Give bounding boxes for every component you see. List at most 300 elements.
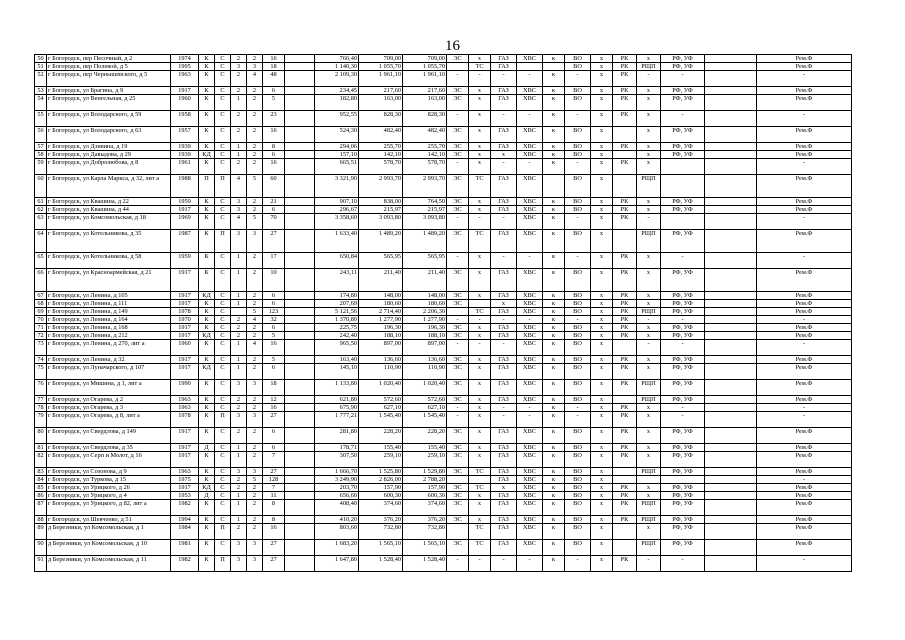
cell-gas: ГАЗ xyxy=(491,292,517,300)
cell-address: г Богородск, ул Ленина, д 149 xyxy=(47,308,171,316)
cell-gas: ГАЗ xyxy=(491,127,517,143)
cell-drainage: ВО xyxy=(565,500,591,516)
cell-residential-area: 578,70 xyxy=(403,159,447,175)
cell-facade: РФ, УФ xyxy=(661,332,705,340)
cell-year-built: 1975 xyxy=(171,476,199,484)
cell-floors: 2 xyxy=(231,428,247,444)
cell-sewer: к xyxy=(543,127,565,143)
cell-sewer: к xyxy=(543,55,565,63)
cell-hot-water: х xyxy=(591,269,613,292)
cell-repair-fund: - xyxy=(757,340,852,356)
cell-facade: РФ, УФ xyxy=(661,428,705,444)
cell-empty-col xyxy=(705,308,757,316)
cell-total-area: 281,80 xyxy=(315,428,359,444)
cell-cold-water: ХВС xyxy=(517,151,543,159)
cell-wall-material: К xyxy=(199,87,215,95)
cell-address: д Березники, ул Комсомольская, д 1 xyxy=(47,524,171,540)
cell-heating: х xyxy=(469,444,491,452)
cell-hot-water: х xyxy=(591,316,613,324)
table-row xyxy=(35,151,852,159)
cell-cold-water: ХВС xyxy=(517,364,543,380)
cell-year-built: 1982 xyxy=(171,500,199,516)
cell-sewer: к xyxy=(543,516,565,524)
cell-heating: х xyxy=(469,404,491,412)
cell-floors: 3 xyxy=(231,556,247,572)
cell-electric: ЭС xyxy=(447,292,469,300)
cell-wall-material: КД xyxy=(199,292,215,300)
cell-facade: РФ, УФ xyxy=(661,300,705,308)
cell-total-area: 225,75 xyxy=(315,324,359,332)
cell-total-area: 3 358,60 xyxy=(315,214,359,230)
cell-facade: - xyxy=(661,253,705,269)
cell-wall-material: К xyxy=(199,324,215,332)
cell-drainage: ВО xyxy=(565,151,591,159)
cell-hot-water: х xyxy=(591,159,613,175)
cell-rshp: х xyxy=(637,484,661,492)
cell-cold-water: - xyxy=(517,111,543,127)
cell-address: г Богородск, ул Давыдова, д 29 xyxy=(47,151,171,159)
cell-hot-water: х xyxy=(591,324,613,332)
table-row xyxy=(35,380,852,396)
cell-floor-material: С xyxy=(215,468,231,476)
cell-gas: ГАЗ xyxy=(491,269,517,292)
cell-rk: РК xyxy=(613,292,637,300)
cell-rshp: РЩП xyxy=(637,516,661,524)
cell-cold-water: - xyxy=(517,404,543,412)
cell-living-area: 376,20 xyxy=(359,516,403,524)
cell-floor-material: П xyxy=(215,524,231,540)
cell-electric: ЭС xyxy=(447,428,469,444)
cell-year-built: 1974 xyxy=(171,55,199,63)
cell-facade: - xyxy=(661,404,705,412)
cell-extra xyxy=(285,269,315,292)
table-row xyxy=(35,340,852,356)
cell-empty-col xyxy=(705,476,757,484)
cell-entrances: 2 xyxy=(247,324,263,332)
cell-residential-area: 572,60 xyxy=(403,396,447,404)
cell-wall-material: К xyxy=(199,316,215,324)
cell-living-area: 2 714,40 xyxy=(359,308,403,316)
cell-drainage: ВО xyxy=(565,95,591,111)
cell-sewer xyxy=(543,63,565,71)
cell-floors: 1 xyxy=(231,516,247,524)
cell-wall-material: П xyxy=(199,175,215,198)
cell-rk: РК xyxy=(613,444,637,452)
cell-rk xyxy=(613,540,637,556)
cell-drainage: ВО xyxy=(565,364,591,380)
cell-facade: - xyxy=(661,316,705,324)
cell-row-number: 62 xyxy=(35,206,47,214)
cell-residential-area: 142,10 xyxy=(403,151,447,159)
cell-living-area: 157,90 xyxy=(359,484,403,492)
cell-gas: - xyxy=(491,340,517,356)
cell-floor-material: С xyxy=(215,404,231,412)
cell-living-area: 136,60 xyxy=(359,356,403,364)
cell-gas: ГАЗ xyxy=(491,356,517,364)
cell-floor-material: С xyxy=(215,292,231,300)
cell-extra xyxy=(285,292,315,300)
cell-hot-water: х xyxy=(591,206,613,214)
cell-sewer xyxy=(543,175,565,198)
cell-sewer: к xyxy=(543,230,565,253)
cell-residential-area: 163,00 xyxy=(403,95,447,111)
cell-apartments: 16 xyxy=(263,524,285,540)
cell-heating: - xyxy=(469,340,491,356)
cell-residential-area: 1 565,10 xyxy=(403,540,447,556)
cell-rshp xyxy=(637,476,661,484)
cell-entrances: 3 xyxy=(247,63,263,71)
cell-residential-area: 709,00 xyxy=(403,55,447,63)
cell-floors: 1 xyxy=(231,452,247,468)
cell-heating: ТС xyxy=(469,468,491,476)
cell-repair-fund: - xyxy=(757,556,852,572)
cell-floor-material: П xyxy=(215,230,231,253)
cell-extra xyxy=(285,380,315,396)
cell-gas: - xyxy=(491,404,517,412)
cell-entrances: 2 xyxy=(247,95,263,111)
cell-apartments: 21 xyxy=(263,198,285,206)
cell-residential-area: 211,40 xyxy=(403,269,447,292)
table-row xyxy=(35,175,852,198)
cell-facade: РФ, УФ xyxy=(661,206,705,214)
cell-facade: - xyxy=(661,340,705,356)
cell-drainage: ВО xyxy=(565,127,591,143)
cell-gas: ГАЗ xyxy=(491,143,517,151)
table-row xyxy=(35,127,852,143)
cell-residential-area: 1 020,40 xyxy=(403,380,447,396)
cell-repair-fund: Рем.Ф xyxy=(757,468,852,476)
cell-empty-col xyxy=(705,63,757,71)
cell-hot-water: х xyxy=(591,292,613,300)
table-row xyxy=(35,198,852,206)
cell-apartments: 60 xyxy=(263,175,285,198)
cell-electric: - xyxy=(447,340,469,356)
cell-living-area: 732,80 xyxy=(359,524,403,540)
cell-address: г Богородск, ул Огарева, д 8, лит а xyxy=(47,412,171,428)
cell-row-number: 66 xyxy=(35,269,47,292)
cell-floor-material: С xyxy=(215,332,231,340)
cell-sewer: к xyxy=(543,556,565,572)
cell-rshp: х xyxy=(637,127,661,143)
cell-drainage: ВО xyxy=(565,324,591,332)
table-row xyxy=(35,364,852,380)
cell-rk: РК xyxy=(613,500,637,516)
cell-year-built: 1963 xyxy=(171,404,199,412)
cell-rk: РК xyxy=(613,556,637,572)
cell-drainage: - xyxy=(565,404,591,412)
cell-apartments: 27 xyxy=(263,412,285,428)
cell-repair-fund: Рем.Ф xyxy=(757,356,852,364)
cell-empty-col xyxy=(705,540,757,556)
cell-heating: х xyxy=(469,380,491,396)
cell-living-area: 215,97 xyxy=(359,206,403,214)
cell-total-area: 243,11 xyxy=(315,269,359,292)
cell-cold-water: - xyxy=(517,71,543,87)
cell-drainage: ВО xyxy=(565,484,591,492)
cell-floors: 3 xyxy=(231,380,247,396)
cell-wall-material: К xyxy=(199,428,215,444)
cell-entrances: 2 xyxy=(247,159,263,175)
cell-residential-area: 1 055,70 xyxy=(403,63,447,71)
cell-living-area: 2 993,70 xyxy=(359,175,403,198)
cell-empty-col xyxy=(705,292,757,300)
cell-rshp: х xyxy=(637,452,661,468)
table-row xyxy=(35,95,852,111)
cell-repair-fund: Рем.Ф xyxy=(757,300,852,308)
cell-electric: ЭС xyxy=(447,55,469,63)
cell-year-built: 1969 xyxy=(171,214,199,230)
table-row xyxy=(35,71,852,87)
cell-wall-material: К xyxy=(199,159,215,175)
cell-address: г Богородск, ул Дзивина, д 19 xyxy=(47,143,171,151)
table-row xyxy=(35,412,852,428)
cell-entrances: 3 xyxy=(247,468,263,476)
cell-address: г Богородск, ул Ленина, д 164 xyxy=(47,316,171,324)
cell-gas: - xyxy=(491,253,517,269)
cell-heating: х xyxy=(469,269,491,292)
cell-heating: ТС xyxy=(469,308,491,316)
cell-rk: РК xyxy=(613,332,637,340)
cell-entrances: 2 xyxy=(247,516,263,524)
cell-gas: ГАЗ xyxy=(491,428,517,444)
cell-hot-water: х xyxy=(591,468,613,476)
cell-facade xyxy=(661,159,705,175)
cell-empty-col xyxy=(705,269,757,292)
cell-year-built: 1939 xyxy=(171,151,199,159)
cell-residential-area: 228,20 xyxy=(403,428,447,444)
cell-floor-material: С xyxy=(215,269,231,292)
cell-floors: 2 xyxy=(231,324,247,332)
cell-heating: х xyxy=(469,151,491,159)
cell-entrances: 2 xyxy=(247,198,263,206)
cell-residential-area: 255,70 xyxy=(403,143,447,151)
cell-wall-material: КД xyxy=(199,151,215,159)
cell-sewer: к xyxy=(543,492,565,500)
cell-cold-water: ХВС xyxy=(517,300,543,308)
cell-sewer: к xyxy=(543,269,565,292)
cell-empty-col xyxy=(705,452,757,468)
cell-row-number: 51 xyxy=(35,63,47,71)
cell-repair-fund: Рем.Ф xyxy=(757,380,852,396)
cell-gas: ГАЗ xyxy=(491,516,517,524)
cell-living-area: 1 961,10 xyxy=(359,71,403,87)
cell-row-number: 91 xyxy=(35,556,47,572)
cell-year-built: 1981 xyxy=(171,540,199,556)
cell-total-area: 524,30 xyxy=(315,127,359,143)
cell-rshp: - xyxy=(637,316,661,324)
cell-repair-fund: Рем.Ф xyxy=(757,198,852,206)
cell-apartments: 27 xyxy=(263,468,285,476)
cell-apartments: 12 xyxy=(263,396,285,404)
cell-drainage: ВО xyxy=(565,206,591,214)
cell-hot-water: х xyxy=(591,492,613,500)
cell-facade: РФ, УФ xyxy=(661,364,705,380)
cell-living-area: 374,60 xyxy=(359,500,403,516)
cell-heating: ТС xyxy=(469,524,491,540)
cell-floors: 2 xyxy=(231,404,247,412)
cell-year-built: 1990 xyxy=(171,380,199,396)
cell-row-number: 81 xyxy=(35,444,47,452)
cell-extra xyxy=(285,95,315,111)
cell-row-number: 88 xyxy=(35,516,47,524)
cell-electric: ЭС xyxy=(447,356,469,364)
cell-floor-material: С xyxy=(215,71,231,87)
cell-living-area: 163,00 xyxy=(359,95,403,111)
cell-year-built: 1957 xyxy=(171,127,199,143)
cell-rshp: х xyxy=(637,492,661,500)
cell-entrances: 2 xyxy=(247,143,263,151)
cell-row-number: 73 xyxy=(35,340,47,356)
cell-row-number: 65 xyxy=(35,253,47,269)
cell-cold-water: ХВС xyxy=(517,356,543,364)
cell-facade: РФ, УФ xyxy=(661,143,705,151)
cell-hot-water: х xyxy=(591,63,613,71)
cell-row-number: 61 xyxy=(35,198,47,206)
cell-sewer: к xyxy=(543,111,565,127)
cell-hot-water: х xyxy=(591,340,613,356)
cell-rk xyxy=(613,340,637,356)
cell-empty-col xyxy=(705,556,757,572)
cell-rk xyxy=(613,127,637,143)
cell-living-area: 155,40 xyxy=(359,444,403,452)
cell-living-area: 828,30 xyxy=(359,111,403,127)
cell-extra xyxy=(285,175,315,198)
cell-rshp: х xyxy=(637,269,661,292)
cell-gas: ГАЗ xyxy=(491,476,517,484)
cell-floors: 1 xyxy=(231,340,247,356)
cell-electric: ЭС xyxy=(447,444,469,452)
cell-empty-col xyxy=(705,396,757,404)
cell-apartments: 6 xyxy=(263,87,285,95)
cell-empty-col xyxy=(705,230,757,253)
cell-sewer: к xyxy=(543,332,565,340)
cell-extra xyxy=(285,71,315,87)
cell-living-area: 110,90 xyxy=(359,364,403,380)
table-row xyxy=(35,476,852,484)
cell-repair-fund: Рем.Ф xyxy=(757,87,852,95)
cell-repair-fund: Рем.Ф xyxy=(757,444,852,452)
cell-electric: - xyxy=(447,316,469,324)
cell-living-area: 2 826,00 xyxy=(359,476,403,484)
cell-floors: 2 xyxy=(231,332,247,340)
cell-hot-water: х xyxy=(591,500,613,516)
cell-living-area: 142,10 xyxy=(359,151,403,159)
cell-sewer: к xyxy=(543,364,565,380)
cell-residential-area: 897,00 xyxy=(403,340,447,356)
cell-apartments: 7 xyxy=(263,484,285,492)
cell-gas: х xyxy=(491,300,517,308)
cell-total-area: 665,51 xyxy=(315,159,359,175)
cell-row-number: 84 xyxy=(35,476,47,484)
cell-cold-water: ХВС xyxy=(517,55,543,63)
cell-living-area: 838,00 xyxy=(359,198,403,206)
cell-hot-water: х xyxy=(591,87,613,95)
cell-extra xyxy=(285,556,315,572)
cell-floor-material: С xyxy=(215,484,231,492)
cell-apartments: 5 xyxy=(263,95,285,111)
cell-extra xyxy=(285,364,315,380)
cell-apartments: 6 xyxy=(263,206,285,214)
cell-repair-fund: Рем.Ф xyxy=(757,492,852,500)
cell-row-number: 64 xyxy=(35,230,47,253)
cell-rk xyxy=(613,230,637,253)
cell-wall-material: КД xyxy=(199,364,215,380)
cell-floor-material: С xyxy=(215,151,231,159)
cell-residential-area: 2 993,70 xyxy=(403,175,447,198)
cell-gas: ГАЗ xyxy=(491,206,517,214)
cell-sewer: к xyxy=(543,198,565,206)
cell-facade: РФ, УФ xyxy=(661,324,705,332)
cell-total-area: 163,40 xyxy=(315,356,359,364)
cell-sewer: к xyxy=(543,151,565,159)
cell-rshp: РЩП xyxy=(637,468,661,476)
cell-year-built: 1959 xyxy=(171,253,199,269)
cell-sewer: к xyxy=(543,412,565,428)
cell-address: г Богородск, ул Венгельная, д 25 xyxy=(47,95,171,111)
cell-wall-material: К xyxy=(199,340,215,356)
cell-apartments: 27 xyxy=(263,540,285,556)
table-row xyxy=(35,253,852,269)
table-row xyxy=(35,444,852,452)
cell-address: г Богородск, ул Володарского, д 63 xyxy=(47,127,171,143)
cell-cold-water: ХВС xyxy=(517,324,543,332)
cell-total-area: 675,90 xyxy=(315,404,359,412)
cell-residential-area: 1 489,20 xyxy=(403,230,447,253)
cell-total-area: 1 683,20 xyxy=(315,540,359,556)
cell-row-number: 59 xyxy=(35,159,47,175)
table-row xyxy=(35,55,852,63)
cell-floor-material: С xyxy=(215,300,231,308)
cell-address: г Богородск, ул Огарева, д 3 xyxy=(47,404,171,412)
table-row xyxy=(35,324,852,332)
cell-rk xyxy=(613,476,637,484)
cell-sewer: к xyxy=(543,524,565,540)
cell-facade: РФ, УФ xyxy=(661,516,705,524)
cell-wall-material: К xyxy=(199,55,215,63)
cell-rk: РК xyxy=(613,404,637,412)
cell-rk: РК xyxy=(613,516,637,524)
table-row xyxy=(35,206,852,214)
cell-drainage: - xyxy=(565,111,591,127)
cell-rk: РК xyxy=(613,95,637,111)
cell-rk xyxy=(613,175,637,198)
cell-rk: РК xyxy=(613,356,637,364)
cell-entrances: 2 xyxy=(247,404,263,412)
table-row xyxy=(35,332,852,340)
table-row xyxy=(35,452,852,468)
cell-empty-col xyxy=(705,71,757,87)
cell-entrances: 2 xyxy=(247,253,263,269)
cell-wall-material: Д xyxy=(199,492,215,500)
cell-drainage: ВО xyxy=(565,380,591,396)
cell-repair-fund: Рем.Ф xyxy=(757,500,852,516)
cell-address: г Богородск, ул Добролюбова, д 8 xyxy=(47,159,171,175)
cell-cold-water xyxy=(517,63,543,71)
table-row xyxy=(35,269,852,292)
cell-drainage: ВО xyxy=(565,332,591,340)
cell-repair-fund: - xyxy=(757,111,852,127)
cell-extra xyxy=(285,87,315,95)
cell-residential-area: 148,00 xyxy=(403,292,447,300)
cell-drainage: ВО xyxy=(565,492,591,500)
cell-extra xyxy=(285,324,315,332)
cell-total-area: 1 370,80 xyxy=(315,316,359,324)
cell-total-area: 1 633,40 xyxy=(315,230,359,253)
cell-repair-fund: - xyxy=(757,214,852,230)
cell-extra xyxy=(285,412,315,428)
cell-floors: 2 xyxy=(231,476,247,484)
cell-total-area: 203,70 xyxy=(315,484,359,492)
